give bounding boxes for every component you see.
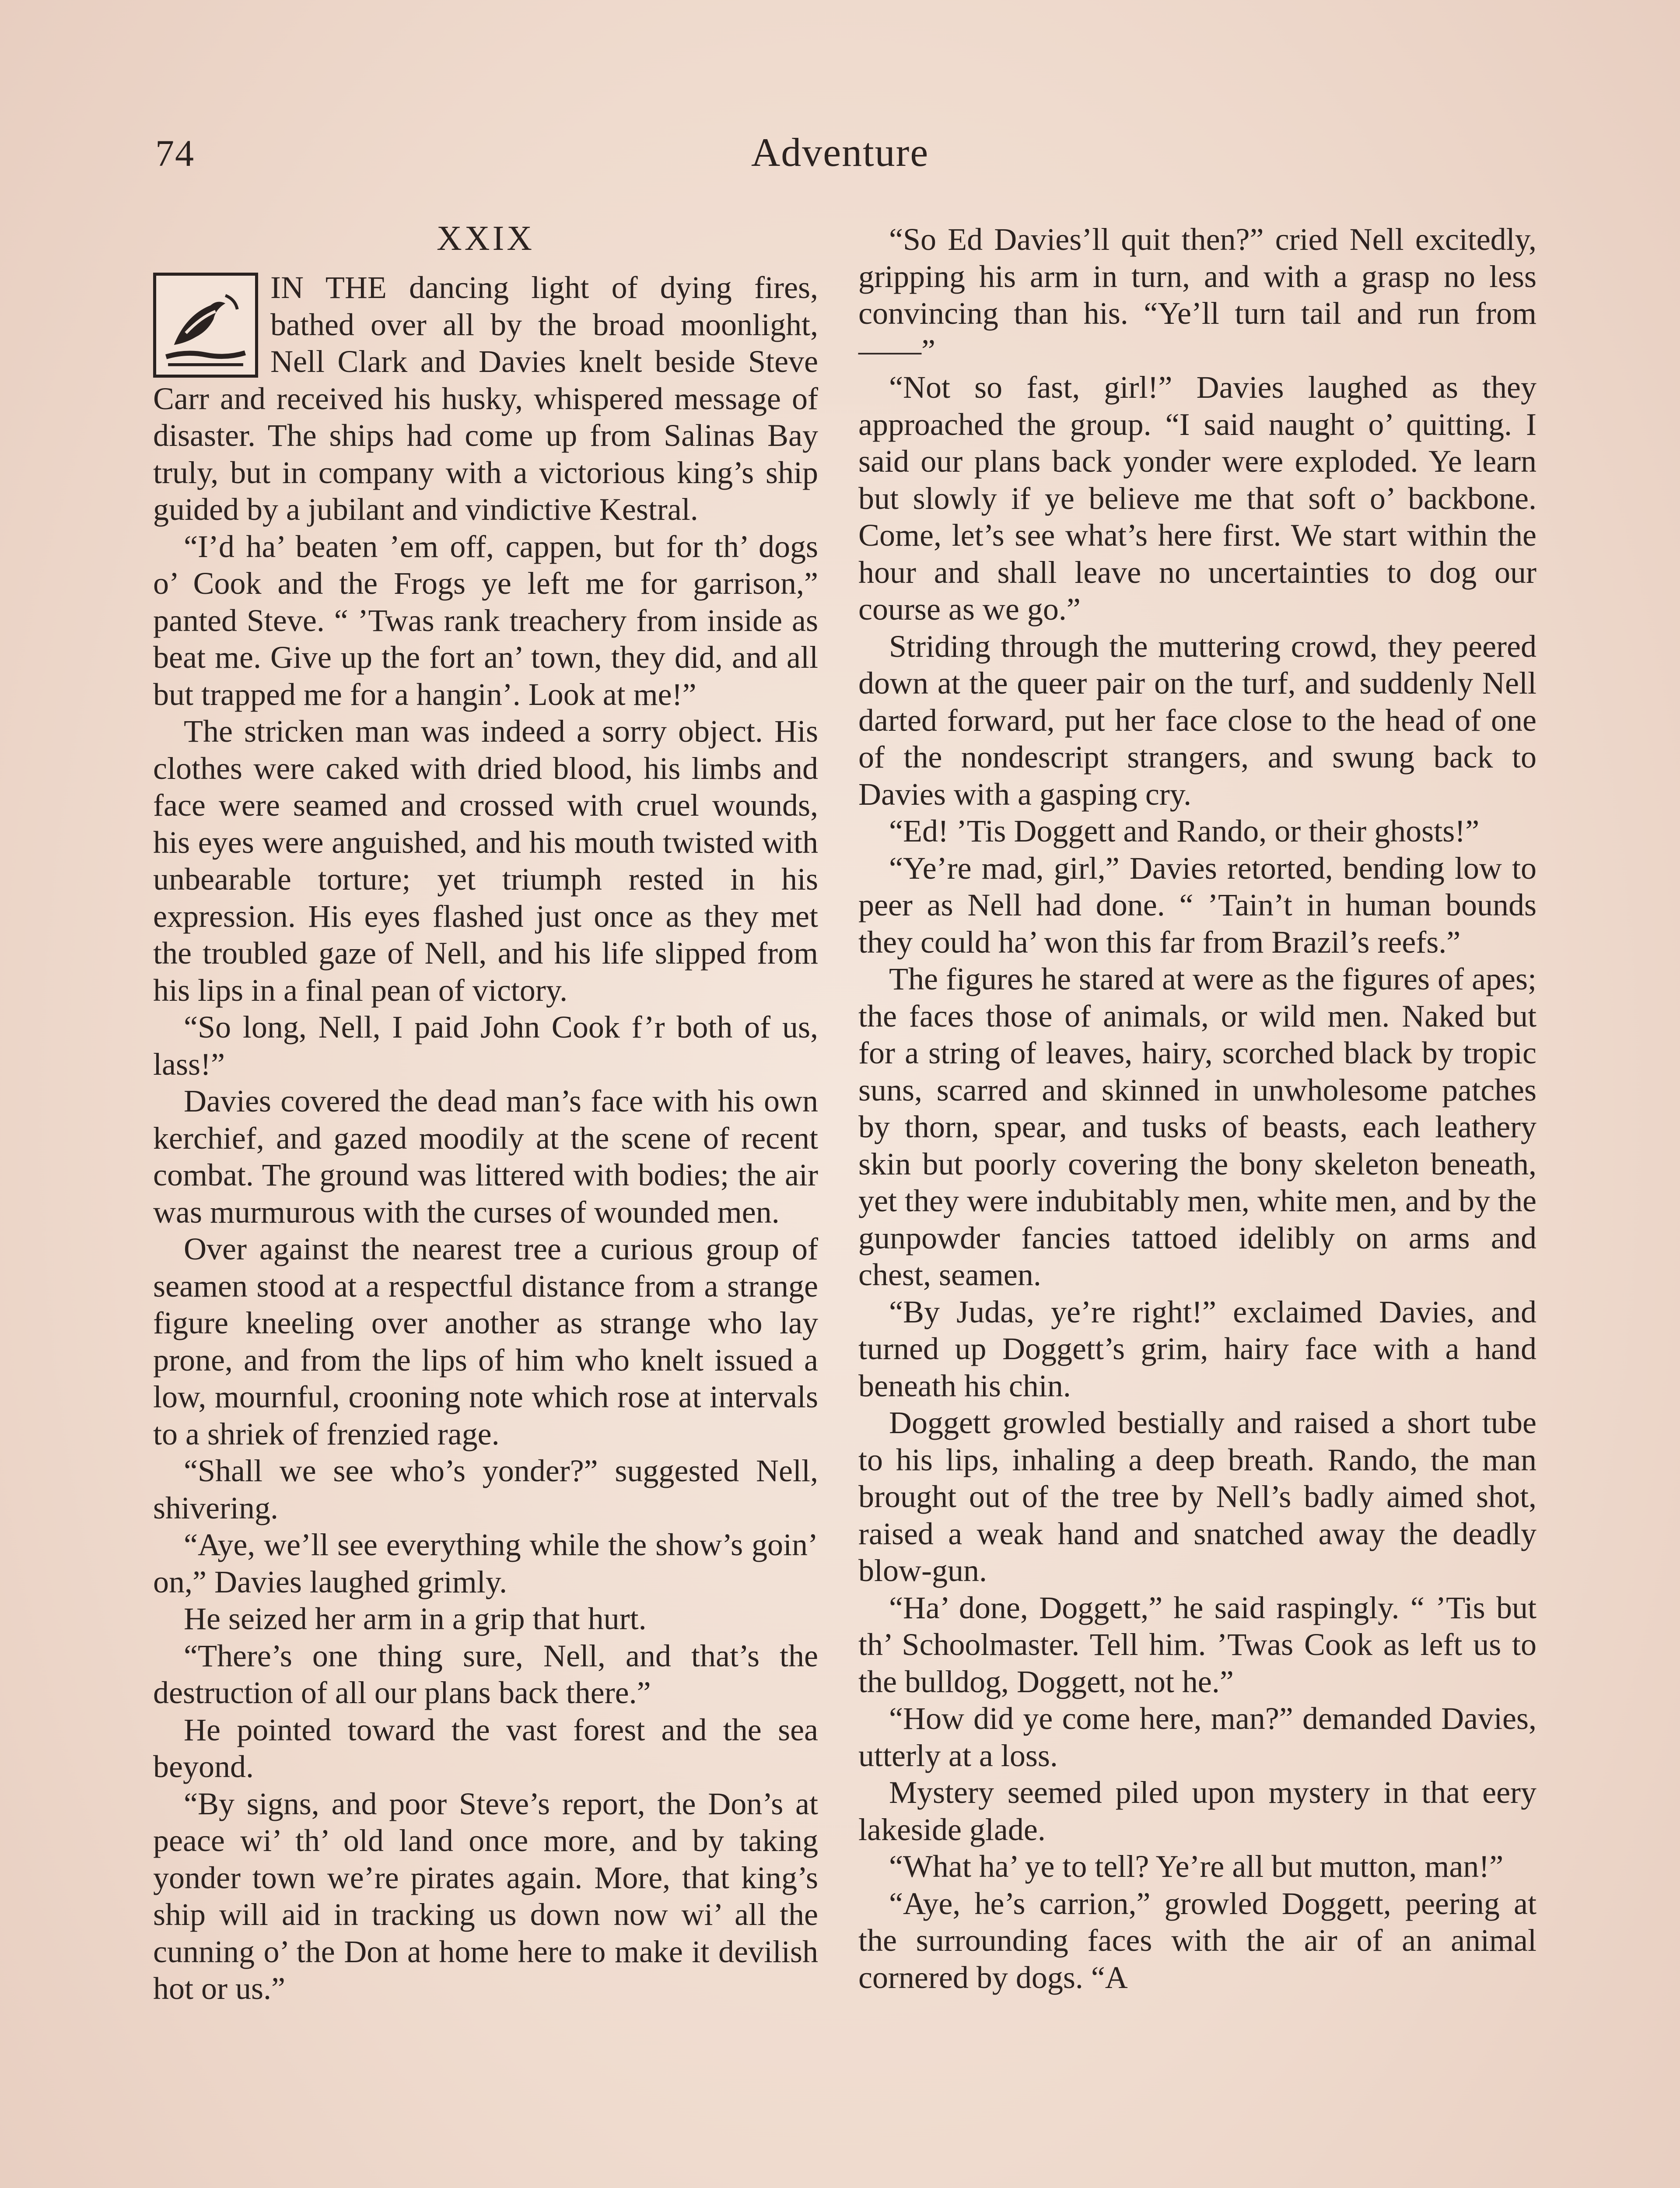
paragraph: “So Ed Davies’ll quit then?” cried Nell excitedly, gripping his arm in turn, and with a grasp no less convincing than his. “Ye’ll turn tail and run from——” <box>858 222 1536 368</box>
paragraph: Striding through the muttering crowd, they peered down at the queer pair on the turf, and suddenly Nell darted forward, put her face close to the head of one of the nondescript strangers, and swung back to Davies with a gasping cry. <box>858 628 1536 812</box>
paragraph: “There’s one thing sure, Nell, and that’s the destruction of all our plans back there.” <box>153 1638 818 1710</box>
paragraph: “Ed! ’Tis Doggett and Rando, or their ghosts!” <box>889 813 1480 849</box>
decorative-initial-illustration <box>153 273 258 378</box>
paragraph: “How did ye come here, man?” demanded Davies, utterly at a loss. <box>858 1701 1536 1773</box>
paragraph: “Aye, we’ll see everything while the show’s goin’ on,” Davies laughed grimly. <box>153 1527 818 1599</box>
paragraph: IN THE dancing light of dying fires, bathed over all by the broad moonlight, Nell Clark and Davies knelt beside Steve Carr and received his husky, whispered message of disaster. The ships had come up from Salinas Bay truly, but in company with a victorious king’s ship guided by a jubilant and vindictive Kestral. <box>153 270 818 527</box>
paragraph: Mystery seemed piled upon mystery in that eery lakeside glade. <box>858 1775 1536 1847</box>
running-title: Adventure <box>751 130 929 175</box>
paragraph: Over against the nearest tree a curious group of seamen stood at a respectful distance from a strange figure kneeling over another as strange who lay prone, and from the lips of him who knelt issued a low, mournful, crooning note which rose at intervals to a shriek of frenzied rage. <box>153 1231 818 1452</box>
paragraph: Davies covered the dead man’s face with his own kerchief, and gazed moodily at the scene of recent combat. The ground was littered with bodies; the air was murmurous with the curses of wounded men. <box>153 1083 818 1230</box>
paragraph: Doggett growled bestially and raised a short tube to his lips, inhaling a deep breath. Rando, the man brought out of the tree by Nell’s badly aimed shot, raised a weak hand and snatched away the deadly blow-gun. <box>858 1405 1536 1588</box>
paragraph: “Aye, he’s carrion,” growled Doggett, peering at the surrounding faces with the air of an animal cornered by dogs. “A <box>858 1886 1536 1995</box>
paragraph: He seized her arm in a grip that hurt. <box>184 1601 647 1636</box>
left-column <box>153 221 818 2007</box>
paragraph: The figures he stared at were as the figures of apes; the faces those of animals, or wild men. Naked but for a string of leaves, hairy, scorched black by tropic suns, scarred and skinned in unwholesome patches by thorn, spear, and tusks of beasts, each leathery skin but poorly covering the bony skeleton beneath, yet they were indubitably men, white men, and by the gunpowder fancies tattoed idelibly on arms and chest, seamen. <box>858 961 1536 1292</box>
paragraph: “Ha’ done, Doggett,” he said raspingly. “ ’Tis but th’ Schoolmaster. Tell him. ’Twas Cook as left us to the bulldog, Doggett, not he.” <box>858 1590 1536 1699</box>
paragraph: “What ha’ ye to tell? Ye’re all but mutton, man!” <box>889 1849 1504 1884</box>
chapter-heading: XXIX <box>437 219 535 258</box>
paragraph: “So long, Nell, I paid John Cook f’r both of us, lass!” <box>153 1010 818 1082</box>
paragraph: The stricken man was indeed a sorry object. His clothes were caked with dried blood, his limbs and face were seamed and crossed with cruel wounds, his eyes were anguished, and his mouth twisted with unbearable torture; yet triumph rested in his expression. His eyes flashed just once as they met the troubled gaze of Nell, and his life slipped from his lips in a final pean of victory. <box>153 714 818 1008</box>
ship-drawing-icon <box>156 276 255 375</box>
page-number: 74 <box>155 132 195 174</box>
paragraph: He pointed toward the vast forest and the sea beyond. <box>153 1712 818 1784</box>
paragraph: “Shall we see who’s yonder?” suggested Nell, shivering. <box>153 1453 818 1525</box>
paragraph: “I’d ha’ beaten ’em off, cappen, but for th’ dogs o’ Cook and the Frogs ye left me for garrison,” panted Steve. “ ’Twas rank treachery from inside as beat me. Give up the fort an’ town, they did, and all but trapped me for a hangin’. Look at me!” <box>153 529 818 712</box>
right-column <box>858 221 1536 1996</box>
paragraph: “Ye’re mad, girl,” Davies retorted, bending low to peer as Nell had done. “ ’Tain’t in human bounds they could ha’ won this far from Brazil’s reefs.” <box>858 850 1536 960</box>
paragraph: “By Judas, ye’re right!” exclaimed Davies, and turned up Doggett’s grim, hairy face with a hand beneath his chin. <box>858 1294 1536 1403</box>
paragraph: “Not so fast, girl!” Davies laughed as they approached the group. “I said naught o’ quitting. I said our plans back yonder were exploded. Ye learn but slowly if ye believe me that soft o’ backbone. Come, let’s see what’s here first. We start within the hour and shall leave no uncertainties to dog our course as we go.” <box>858 370 1536 627</box>
paragraph: “By signs, and poor Steve’s report, the Don’s at peace wi’ th’ old land once more, and by taking yonder town we’re pirates again. More, that king’s ship will aid in tracking us down now wi’ all the cunning o’ the Don at home here to make it devilish hot or us.” <box>153 1786 818 2006</box>
